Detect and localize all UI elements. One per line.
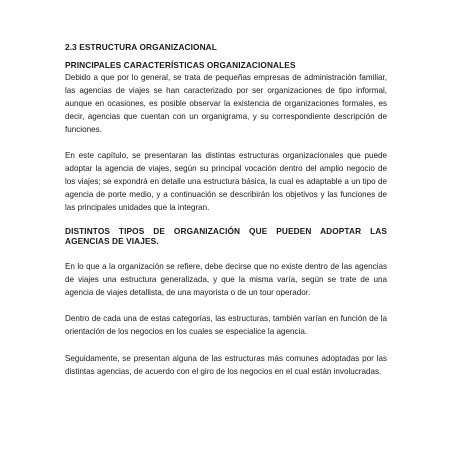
subsection-heading-characteristics: PRINCIPALES CARACTERÍSTICAS ORGANIZACIONALES bbox=[65, 60, 296, 70]
paragraph-category-variation: Dentro de cada una de estas categorías, las estructuras, también varían en función de la orientación de los negocios en los cuales se especialice la agencia. bbox=[65, 314, 387, 337]
paragraph-spacer bbox=[65, 339, 387, 352]
paragraph-spacer bbox=[65, 247, 387, 260]
paragraph-spacer bbox=[65, 137, 387, 149]
paragraph-spacer bbox=[65, 299, 387, 312]
paragraph-intro: Debido a que por lo general, se trata de pequeñas empresas de administración familiar, las agencias de viajes se han caracterizado por ser organizaciones de tipo informal, aunque en ocasiones, es posible observar la existencia de organizaciones formales, es decir, agencias que cuentan con un organigrama, y su correspondiente descripción de funciones. bbox=[65, 72, 387, 135]
section-title: 2.3 ESTRUCTURA ORGANIZACIONAL bbox=[65, 42, 217, 52]
paragraph-no-general-structure: En lo que a la organización se refiere, debe decirse que no existe dentro de las agencias de viajes una estructura generalizada, y que la misma varía, según se trate de una agencia de viajes detallista, de una mayorista o de un tour operador. bbox=[65, 261, 387, 297]
paragraph-common-structures: Seguidamente, se presentan alguna de las estructuras más comunes adoptadas por las distintas agencias, de acuerdo con el giro de los negocios en el cual están involucradas. bbox=[65, 353, 387, 376]
document-body bbox=[65, 42, 387, 378]
paragraph-spacer bbox=[65, 215, 387, 226]
paragraph-chapter-overview: En este capítulo, se presentaran las distintas estructuras organizacionales que puede adoptar la agencia de viajes, según su principal vocación dentro del amplio negocio de los viajes; se expondrá en detalle una estructura básica, la cual es adaptable a un tipo de agencia de porte medio, y a continuación se describirán los objetivos y las funciones de las principales unidades que la integran. bbox=[65, 150, 387, 213]
subsection-heading-organization-types: DISTINTOS TIPOS DE ORGANIZACIÓN QUE PUEDEN ADOPTAR LAS AGENCIAS DE VIAJES. bbox=[65, 225, 387, 247]
